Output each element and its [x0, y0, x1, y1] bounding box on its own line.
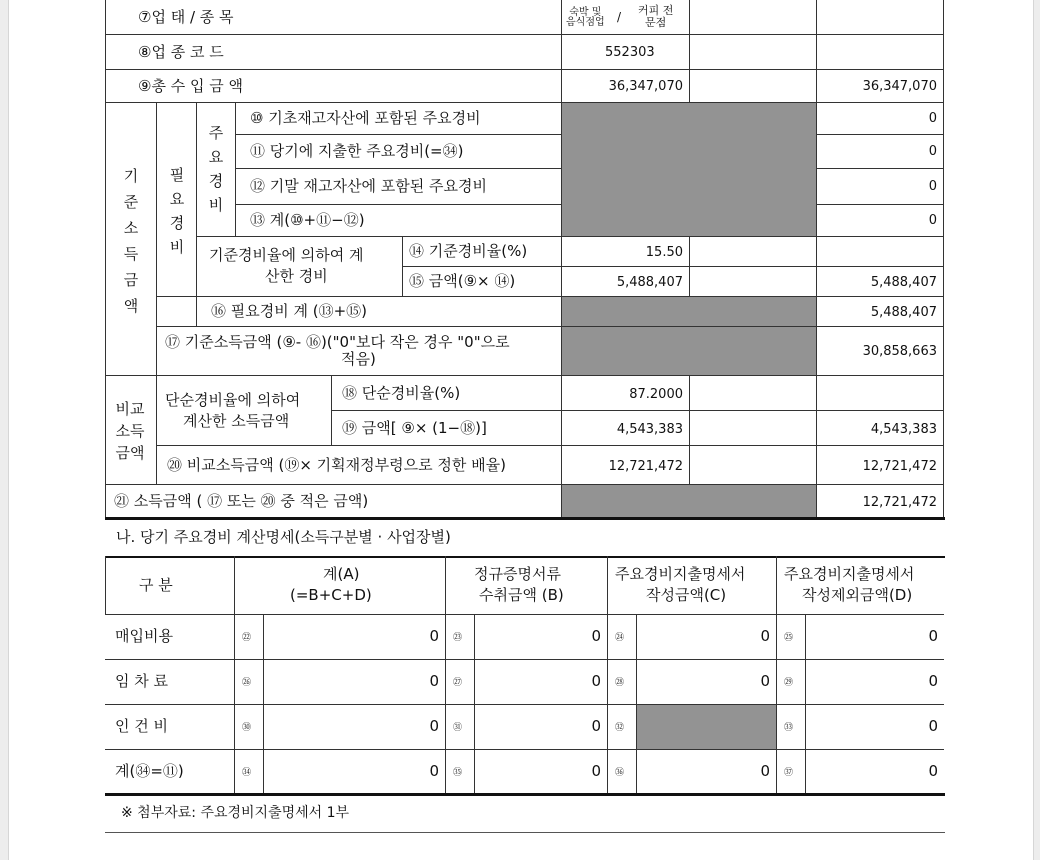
row20-total: 12,721,472	[862, 459, 937, 474]
pilyo-group-label: 필요경비	[169, 166, 185, 256]
row-label-cell	[105, 614, 235, 660]
row7-label-cell	[105, 0, 562, 35]
row18-label-cell	[331, 375, 562, 411]
row18-label: ⑱ 단순경비율(%)	[342, 384, 461, 402]
header-a-2: (=B+C+D)	[290, 586, 372, 604]
row15-label: ⑮ 금액(⑨× ⑭)	[409, 272, 516, 290]
row8-code-cell	[561, 34, 690, 70]
header-b-1: 정규증명서류	[474, 565, 561, 583]
bigyo-group-cell	[105, 375, 157, 485]
circle-num-cell	[776, 614, 806, 660]
circle-number: ㉟	[453, 768, 463, 778]
value-d-cell	[805, 749, 944, 794]
circle-number: ㊱	[615, 768, 625, 778]
row19-label-cell	[331, 410, 562, 446]
circle-num-cell	[607, 704, 637, 750]
row14-label-cell	[402, 236, 562, 267]
row20-empty	[689, 445, 817, 485]
circle-num-cell	[607, 614, 637, 660]
header-c-2: 작성금액(C)	[646, 586, 727, 604]
row12-total: 0	[928, 179, 937, 194]
row14-empty-1	[689, 236, 817, 267]
dansun-label-1: 단순경비율에 의하여	[165, 391, 301, 409]
row13-label-cell	[235, 204, 562, 237]
row14-label: ⑭ 기준경비율(%)	[409, 242, 528, 260]
header-a-1: 계(A)	[323, 565, 360, 583]
row10-total: 0	[928, 111, 937, 126]
gijun-rate-label-cell	[196, 236, 403, 297]
row7-slash: /	[617, 10, 622, 24]
value-d-cell	[805, 659, 944, 705]
row16-total: 5,488,407	[870, 305, 937, 320]
row9-total-cell	[816, 69, 944, 103]
row11-total-cell	[816, 134, 944, 169]
row-label-cell	[105, 749, 235, 794]
value-b-cell	[474, 704, 608, 750]
value-d: 0	[928, 717, 938, 735]
row19-label: ⑲ 금액[ ⑨× (1−⑱)]	[342, 419, 487, 437]
row-label: 매입비용	[115, 627, 173, 645]
header-gubun-cell	[105, 556, 235, 615]
header-d-2: 작성제외금액(D)	[802, 586, 913, 604]
value-b: 0	[591, 672, 601, 690]
value-c-cell-shaded	[636, 704, 777, 750]
header-d-1: 주요경비지출명세서	[784, 565, 915, 583]
row12-label-cell	[235, 168, 562, 205]
circle-number: ㉜	[615, 723, 625, 733]
row17-label-1: ⑰ 기준소득금액 (⑨- ⑯)("0"보다 작은 경우 "0"으로	[165, 333, 510, 351]
value-a-cell	[263, 659, 446, 705]
circle-number: ㉔	[615, 633, 625, 643]
row7-label: ⑦업 태 / 종 목	[138, 8, 234, 26]
row9-amount-cell	[561, 69, 690, 103]
row10-label-cell	[235, 102, 562, 135]
row20-amount: 12,721,472	[608, 459, 683, 474]
row15-amount: 5,488,407	[616, 275, 683, 290]
row16-shaded	[561, 296, 817, 327]
value-b: 0	[591, 627, 601, 645]
value-c-cell	[636, 749, 777, 794]
row7-category-1: 숙박 및 음식점업	[566, 7, 605, 28]
row-label: 계(㉞=⑪)	[115, 762, 184, 780]
row12-label: ⑫ 기말 재고자산에 포함된 주요경비	[250, 177, 487, 195]
row19-total: 4,543,383	[870, 422, 937, 437]
value-b-cell	[474, 659, 608, 705]
row-label-cell	[105, 704, 235, 750]
value-c: 0	[760, 627, 770, 645]
circle-num-cell	[445, 614, 475, 660]
row15-total-cell	[816, 266, 944, 297]
footer-rule	[105, 832, 945, 833]
circle-number: ㉖	[242, 678, 252, 688]
row8-empty-1	[689, 34, 817, 70]
header-c-cell	[607, 556, 777, 615]
row12-total-cell	[816, 168, 944, 205]
row8-empty-2	[816, 34, 944, 70]
pilyo-group-cell	[156, 102, 197, 297]
row13-label: ⑬ 계(⑩+⑪−⑫)	[250, 211, 365, 229]
value-c: 0	[760, 672, 770, 690]
circle-num-cell	[445, 704, 475, 750]
row18-rate-cell	[561, 375, 690, 411]
row9-total: 36,347,070	[862, 79, 937, 94]
value-d-cell	[805, 614, 944, 660]
value-d: 0	[928, 762, 938, 780]
rows10-13-shaded	[561, 102, 817, 237]
value-b-cell	[474, 614, 608, 660]
value-b: 0	[591, 762, 601, 780]
row9-amount: 36,347,070	[608, 79, 683, 94]
header-gubun: 구 분	[139, 576, 173, 594]
dansun-label-cell	[156, 375, 332, 446]
row9-label: ⑨총 수 입 금 액	[138, 77, 243, 95]
value-d-cell	[805, 704, 944, 750]
circle-number: ㊲	[784, 768, 794, 778]
gijun-rate-label-1: 기준경비율에 의하여 계	[209, 246, 364, 264]
row20-label: ⑳ 비교소득금액 (⑲× 기획재정부령으로 정한 배율)	[167, 456, 506, 474]
row13-total: 0	[928, 213, 937, 228]
row15-empty	[689, 266, 817, 297]
value-a: 0	[429, 762, 439, 780]
section-divider	[105, 517, 945, 520]
value-b: 0	[591, 717, 601, 735]
row-label: 인 건 비	[115, 717, 169, 735]
row17-label-2: 적음)	[341, 350, 376, 368]
row14-empty-2	[816, 236, 944, 267]
row21-label: ㉑ 소득금액 ( ⑰ 또는 ⑳ 중 적은 금액)	[114, 492, 369, 510]
row20-amount-cell	[561, 445, 690, 485]
row9-empty	[689, 69, 817, 103]
circle-number: ㉙	[784, 678, 794, 688]
value-a: 0	[429, 672, 439, 690]
circle-num-cell	[234, 659, 264, 705]
section-b-bottom-rule	[105, 793, 945, 796]
row19-amount: 4,543,383	[616, 422, 683, 437]
value-c: 0	[760, 762, 770, 780]
circle-number: ㉞	[242, 768, 252, 778]
row7-category-2: 커피 전 문점	[638, 4, 674, 29]
row18-empty-2	[816, 375, 944, 411]
row16-total-cell	[816, 296, 944, 327]
circle-num-cell	[607, 749, 637, 794]
row18-empty-1	[689, 375, 817, 411]
row18-rate: 87.2000	[629, 387, 683, 402]
row-label: 임 차 료	[115, 672, 169, 690]
gijun-rate-label-2: 산한 경비	[265, 267, 328, 285]
header-b-cell	[445, 556, 608, 615]
bigyo-group-label: 비교소득금액	[115, 400, 145, 462]
row17-total-cell	[816, 326, 944, 376]
dansun-label-2: 계산한 소득금액	[183, 412, 290, 430]
row17-total: 30,858,663	[862, 344, 937, 359]
circle-number: ㉕	[784, 633, 794, 643]
row8-label-cell	[105, 34, 562, 70]
row21-total-cell	[816, 484, 944, 518]
circle-num-cell	[776, 704, 806, 750]
juyo-group-label: 주요경비	[208, 124, 224, 214]
row15-amount-cell	[561, 266, 690, 297]
header-c-1: 주요경비지출명세서	[615, 565, 746, 583]
circle-num-cell	[445, 659, 475, 705]
row11-total: 0	[928, 144, 937, 159]
row13-total-cell	[816, 204, 944, 237]
value-a-cell	[263, 749, 446, 794]
row9-label-cell	[105, 69, 562, 103]
row21-total: 12,721,472	[862, 495, 937, 510]
row21-shaded	[561, 484, 817, 518]
row14-rate-cell	[561, 236, 690, 267]
circle-num-cell	[445, 749, 475, 794]
row8-label: ⑧업 종 코 드	[138, 43, 224, 61]
header-d-cell	[776, 556, 944, 615]
row7-empty-2	[816, 0, 944, 35]
gijun-group-cell	[105, 102, 157, 376]
circle-num-cell	[607, 659, 637, 705]
row10-total-cell	[816, 102, 944, 135]
row19-total-cell	[816, 410, 944, 446]
row-label-cell	[105, 659, 235, 705]
tax-form-sheet	[8, 0, 1034, 860]
row20-label-cell	[156, 445, 562, 485]
row15-total: 5,488,407	[870, 275, 937, 290]
row16-label-cell	[196, 296, 562, 327]
value-d: 0	[928, 627, 938, 645]
value-a-cell	[263, 614, 446, 660]
row8-code: 552303	[605, 45, 655, 60]
value-a: 0	[429, 717, 439, 735]
row19-empty	[689, 410, 817, 446]
circle-number: ㉛	[453, 723, 463, 733]
value-a-cell	[263, 704, 446, 750]
circle-number: ㉚	[242, 723, 252, 733]
header-a-cell	[234, 556, 446, 615]
row14-rate: 15.50	[645, 245, 683, 260]
attachment-note: ※ 첨부자료: 주요경비지출명세서 1부	[121, 805, 350, 821]
circle-num-cell	[234, 614, 264, 660]
row17-shaded	[561, 326, 817, 376]
circle-num-cell	[234, 749, 264, 794]
circle-num-cell	[776, 659, 806, 705]
circle-number: ㉒	[242, 633, 252, 643]
value-c-cell	[636, 659, 777, 705]
circle-number: ㉗	[453, 678, 463, 688]
circle-num-cell	[234, 704, 264, 750]
circle-number: ㉓	[453, 633, 463, 643]
row7-category-cell	[561, 0, 690, 35]
gijun-group-label: 기준소득금액	[123, 167, 139, 315]
row21-label-cell	[105, 484, 562, 518]
row16-label: ⑯ 필요경비 계 (⑬+⑮)	[211, 302, 368, 320]
circle-number: ㉝	[784, 723, 794, 733]
row10-label: ⑩ 기초재고자산에 포함된 주요경비	[250, 109, 481, 127]
circle-num-cell	[776, 749, 806, 794]
row20-total-cell	[816, 445, 944, 485]
value-c-cell	[636, 614, 777, 660]
row17-label-cell	[156, 326, 562, 376]
row19-amount-cell	[561, 410, 690, 446]
value-b-cell	[474, 749, 608, 794]
row11-label-cell	[235, 134, 562, 169]
juyo-group-cell	[196, 102, 236, 237]
value-a: 0	[429, 627, 439, 645]
header-b-2: 수취금액 (B)	[479, 586, 564, 604]
row15-label-cell	[402, 266, 562, 297]
row7-empty-1	[689, 0, 817, 35]
circle-number: ㉘	[615, 678, 625, 688]
section-b-title: 나. 당기 주요경비 계산명세(소득구분별 · 사업장별)	[116, 528, 451, 546]
row11-label: ⑪ 당기에 지출한 주요경비(=㉞)	[250, 142, 464, 160]
value-d: 0	[928, 672, 938, 690]
